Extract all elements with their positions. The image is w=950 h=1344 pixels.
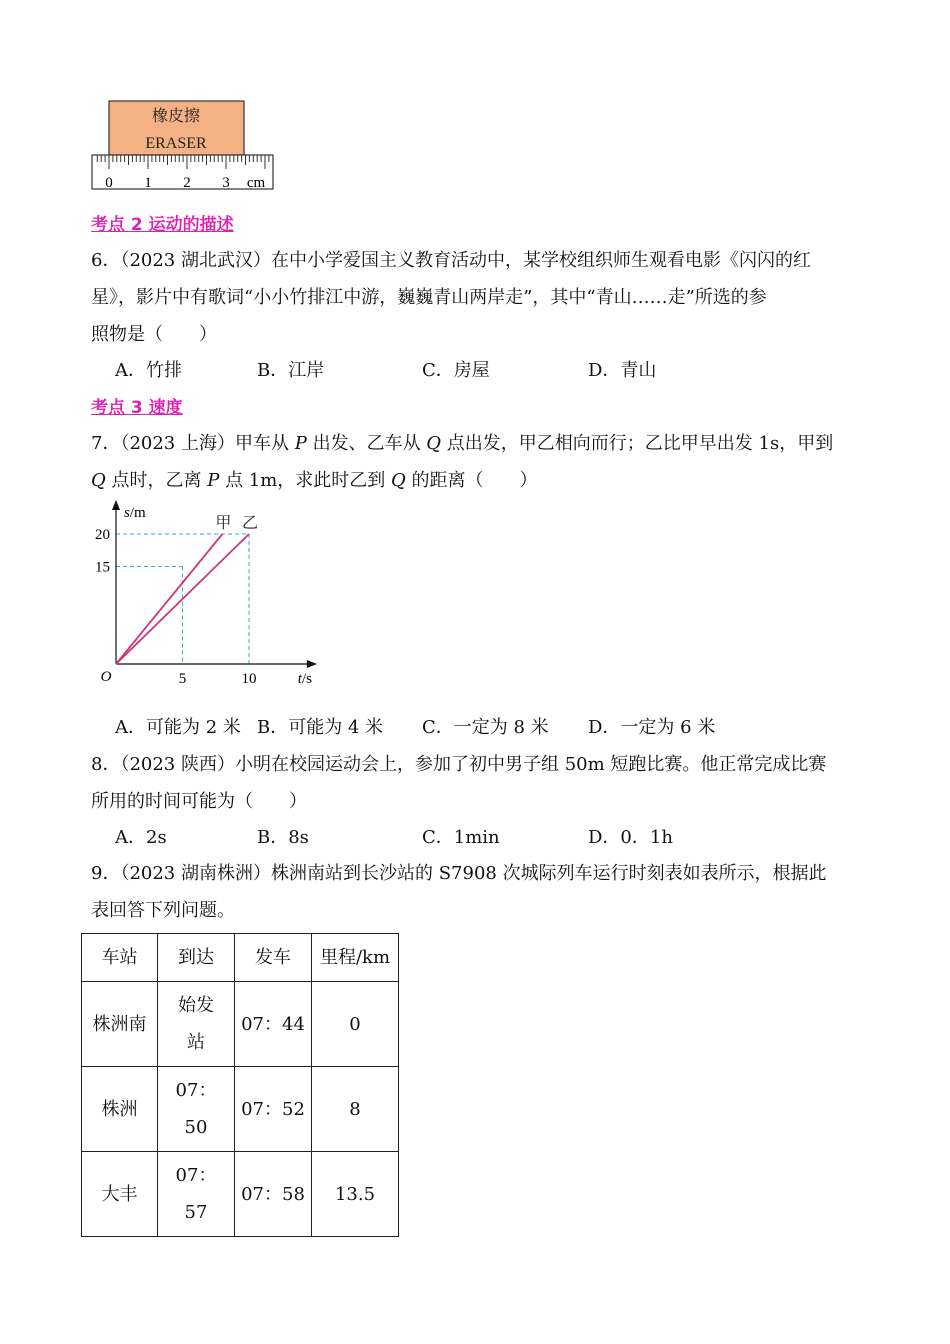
table-cell-km: 0: [312, 982, 399, 1067]
table-cell-arrive: [158, 1152, 235, 1237]
cell-line: 07：: [175, 1080, 217, 1101]
cell-line: 始发: [178, 995, 214, 1016]
table-header-cell: 车站: [82, 934, 158, 982]
table-cell-depart: 07：58: [235, 1152, 312, 1237]
table-header-cell: 发车: [235, 934, 312, 982]
table-cell-station: 株洲南: [82, 982, 158, 1067]
q7-text: 的距离（ ）: [405, 470, 538, 491]
q7-option-c: C．一定为 8 米: [422, 717, 549, 738]
y-tick-label: 20: [95, 527, 110, 543]
y-axis-var: s: [124, 505, 130, 521]
s-t-graph: [88, 500, 312, 695]
x-axis-arrow: [307, 660, 317, 668]
table-cell-station: 株洲: [82, 1067, 158, 1152]
cell-line: 站: [187, 1032, 205, 1053]
table-cell-depart: 07：44: [235, 982, 312, 1067]
series-label: 甲: [215, 515, 232, 532]
x-axis-unit: /s: [301, 671, 312, 687]
table-header-cell: 到达: [158, 934, 235, 982]
table-cell-km: 13.5: [312, 1152, 399, 1237]
q8-option-b: B．8s: [257, 827, 309, 848]
q7-option-d: D．一定为 6 米: [588, 717, 716, 738]
table-cell-km: 8: [312, 1067, 399, 1152]
table-row: [82, 1067, 399, 1152]
section-heading-2: 考点 2 运动的描述: [91, 215, 234, 235]
cell-line: 57: [184, 1202, 208, 1223]
ruler-tick-label: 2: [183, 175, 191, 191]
q7-text: 7．（2023 上海）甲车从: [91, 433, 295, 454]
q6-line-3: 照物是（ ）: [91, 324, 217, 345]
q6-line-1: 6．（2023 湖北武汉）在中小学爱国主义教育活动中，某学校组织师生观看电影《闪闪的红: [91, 250, 811, 271]
ruler-tick-label: 1: [144, 175, 152, 191]
timetable: [81, 933, 399, 1237]
series-line: [116, 534, 222, 664]
origin-label: O: [100, 669, 112, 685]
cell-line: 50: [184, 1117, 208, 1138]
eraser-label-cn: 橡皮擦: [151, 108, 201, 125]
ruler-tick-label: 0: [105, 175, 113, 191]
table-cell-arrive: [158, 1067, 235, 1152]
y-tick-label: 15: [95, 559, 110, 576]
section-heading-3: 考点 3 速度: [91, 398, 183, 418]
q7-line-2: [91, 469, 538, 493]
ruler-unit: cm: [246, 175, 266, 191]
x-axis-label: [298, 671, 312, 687]
q7-option-b: B．可能为 4 米: [257, 717, 384, 738]
q7-var-q: Q: [426, 433, 442, 454]
q8-line-2: 所用的时间可能为（ ）: [91, 791, 307, 812]
q7-text: 点时，乙离: [105, 470, 208, 491]
y-axis-label: [124, 505, 146, 521]
q6-option-d: D．青山: [588, 360, 657, 381]
q7-option-a: A．可能为 2 米: [115, 717, 241, 738]
y-axis-arrow: [112, 500, 120, 510]
table-header-cell: 里程/km: [312, 934, 399, 982]
x-axis-var: t: [297, 671, 302, 687]
ruler-tick-label: 3: [222, 175, 230, 191]
q6-option-b: B．江岸: [257, 360, 325, 381]
table-cell-station: 大丰: [82, 1152, 158, 1237]
q7-var-p: P: [207, 470, 220, 491]
q7-var-q: Q: [91, 470, 106, 491]
q9-line-1: 9．（2023 湖南株洲）株洲南站到长沙站的 S7908 次城际列车运行时刻表如表所示，根据此: [91, 863, 827, 884]
q8-option-c: C．1min: [422, 827, 500, 848]
q7-text: 出发、乙车从: [306, 433, 427, 454]
q7-text: 点出发，甲乙相向而行；乙比甲早出发 1s，甲到: [441, 433, 834, 454]
y-axis-unit: /m: [129, 505, 146, 521]
q9-line-2: 表回答下列问题。: [91, 900, 235, 921]
q6-option-c: C．房屋: [422, 360, 490, 381]
q7-text: 点 1m，求此时乙到: [219, 470, 392, 491]
cell-line: 07：: [175, 1165, 217, 1186]
eraser-label-en: ERASER: [145, 135, 207, 152]
table-row: [82, 982, 399, 1067]
table-cell-arrive: [158, 982, 235, 1067]
q7-var-q: Q: [391, 470, 406, 491]
x-tick-label: 5: [178, 671, 187, 687]
table-row: [82, 1152, 399, 1237]
q7-var-p: P: [294, 433, 307, 454]
series-label: 乙: [241, 515, 259, 532]
table-header-row: [82, 934, 399, 982]
q8-option-d: D．0．1h: [588, 827, 673, 848]
x-tick-label: 10: [241, 671, 257, 687]
q6-option-a: A．竹排: [115, 360, 182, 381]
eraser-ruler-figure: [90, 98, 276, 192]
q6-line-2: 星》，影片中有歌词“小小竹排江中游，巍巍青山两岸走”，其中“青山……走”所选的参: [91, 287, 767, 308]
q7-line-1: [91, 432, 833, 456]
q8-line-1: 8．（2023 陕西）小明在校园运动会上，参加了初中男子组 50m 短跑比赛。他正常完成比赛: [91, 754, 827, 775]
q8-option-a: A．2s: [115, 827, 167, 848]
table-cell-depart: 07：52: [235, 1067, 312, 1152]
